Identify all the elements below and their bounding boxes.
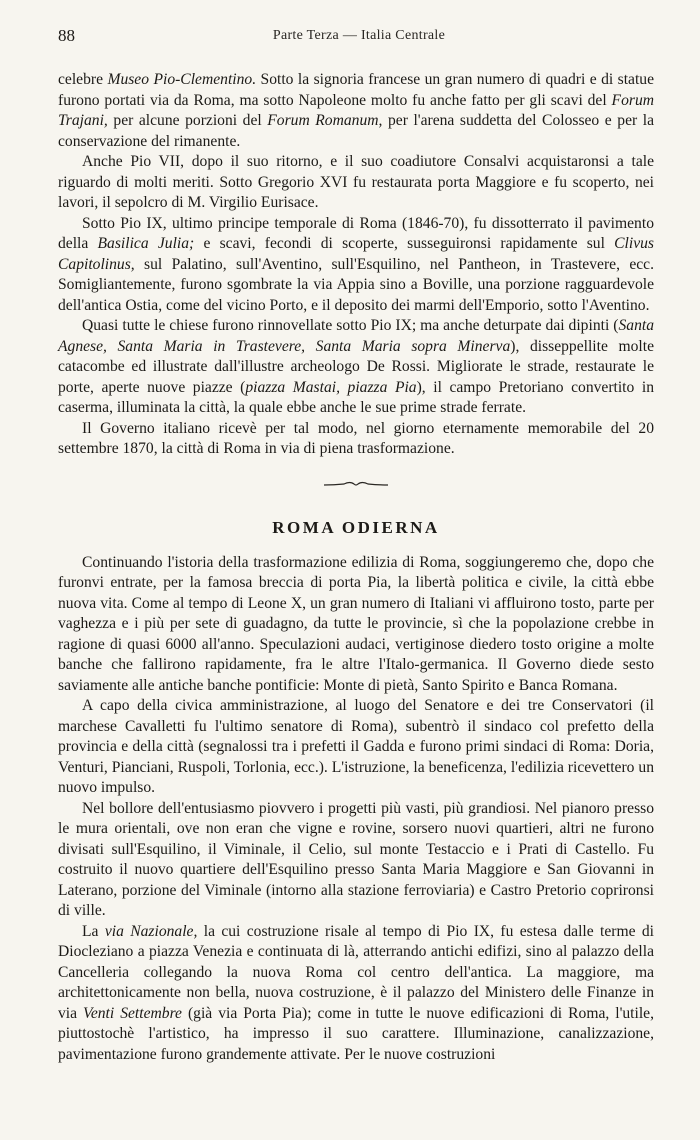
paragraph: Quasi tutte le chiese furono rinnovellate sotto Pio IX; ma anche deturpate dai dipinti (Santa Agnese, Santa Maria in Trastevere, Santa Maria sopra Minerva), disseppellite molte catacombe ed illustrate dall'illustre archeologo De Rossi. Migliorate le strade, restaurate le porte, aperte nuove piazze (piazza Mastai, piazza Pia), il campo Pretoriano convertito in caserma, illuminata la città, la quale ebbe anche le sue prime strade ferrate.	[58, 317, 654, 416]
page-number: 88	[58, 26, 75, 45]
ornament-divider	[58, 474, 654, 495]
section-title: ROMA ODIERNA	[272, 518, 440, 537]
paragraph: celebre Museo Pio-Clementino. Sotto la signoria francese un gran numero di quadri e di statue furono portati via da Roma, ma sotto Napoleone molto fu anche fatto per gli scavi del Forum Trajani, per alcune porzioni del Forum Romanum, per l'arena suddetta del Colosseo e per la conservazione del rimanente.	[58, 71, 655, 150]
paragraph: Anche Pio VII, dopo il suo ritorno, e il suo coadiutore Consalvi acquistaronsi a tale riguardo di molti meriti. Sotto Gregorio XVI fu restaurata porta Maggiore e fu scoperto, nei lavori, il sepolcro di M. Virgilio Eurisace.	[58, 153, 654, 211]
paragraph: A capo della civica amministrazione, al luogo del Senatore e dei tre Conservatori (il marchese Cavalletti fu l'ultimo senatore di Roma), subentrò il sindaco col prefetto della provincia e della città (segnalossi tra i prefetti il Gadda e furono primi sindaci di Roma: Doria, Venturi, Pianciani, Ruspoli, Torlonia, ecc.). L'istruzione, la beneficenza, l'edilizia ricevettero un nuovo impulso.	[58, 697, 654, 796]
paragraph: Sotto Pio IX, ultimo principe temporale di Roma (1846-70), fu dissotterrato il pavimento della Basilica Julia; e scavi, fecondi di scoperte, susseguironsi rapidamente sul Clivus Capitolinus, sul Palatino, sull'Aventino, sull'Esquilino, nel Pantheon, in Trastevere, ecc. Somigliantemente, furono sgombrate la via Appia sino a Boville, una porzione ragguardevole dell'antica Ostia, come del vicino Porto, e il deposito dei marmi dell'Emporio, sotto l'Aventino.	[58, 214, 654, 314]
paragraph: Nel bollore dell'entusiasmo piovvero i progetti più vasti, più grandiosi. Nel pianoro presso le mura orientali, ove non eran che vigne e rovine, sorsero nuovi quartieri, altri ne furono divisati sull'Esquilino, il Viminale, il Celio, sul monte Testaccio e i Prati di Castello. Fu costruito il nuovo quartiere dell'Esquilino presso Santa Maria Maggiore e San Giovanni in Laterano, porzione del Viminale (intorno alla stazione ferroviaria) e Castro Pretorio coprironsi di ville.	[58, 799, 654, 919]
paragraph: Continuando l'istoria della trasformazione edilizia di Roma, soggiungeremo che, dopo che furonvi entrate, per la famosa breccia di porta Pia, la libertà politica e civile, la città ebbe nuova vita. Come al tempo di Leone X, un gran numero di Italiani vi affluirono tosto, parte per vaghezza e i più per sete di guadagno, da tutte le provincie, sì che la popolazione crebbe in ragione di quasi 6000 all'anno. Speculazioni audaci, vertiginose diedero tosto origine a molte banche che fallirono rapidamente, fra le altre l'Italo-germanica. Il Governo diede sesto saviamente alle antiche banche pontificie: Monte di pietà, Santo Spirito e Banca Romana.	[58, 553, 654, 694]
paragraph: Il Governo italiano ricevè per tal modo, nel giorno eternamente memorabile del 20 settembre 1870, la città di Roma in via di piena trasformazione.	[58, 419, 654, 457]
paragraph: La via Nazionale, la cui costruzione risale al tempo di Pio IX, fu estesa dalle terme di Diocleziano a piazza Venezia e continuata di là, atterrando antichi edifizi, sino al palazzo della Cancelleria collegando la nuova Roma col centro dell'antica. La maggiore, ma architettonicamente non bella, nuova costruzione, è il palazzo del Ministero delle Finanze in via Venti Settembre (già via Porta Pia); come in tutte le nuove edificazioni di Roma, l'utile, piuttostochè l'artistico, ha impresso il suo carattere. Illuminazione, canalizzazione, pavimentazione furono grandemente attivate. Per le nuove costruzioni	[58, 922, 655, 1063]
body-text	[58, 70, 654, 1065]
page-header	[58, 26, 660, 50]
running-head: Parte Terza — Italia Centrale	[272, 28, 446, 43]
